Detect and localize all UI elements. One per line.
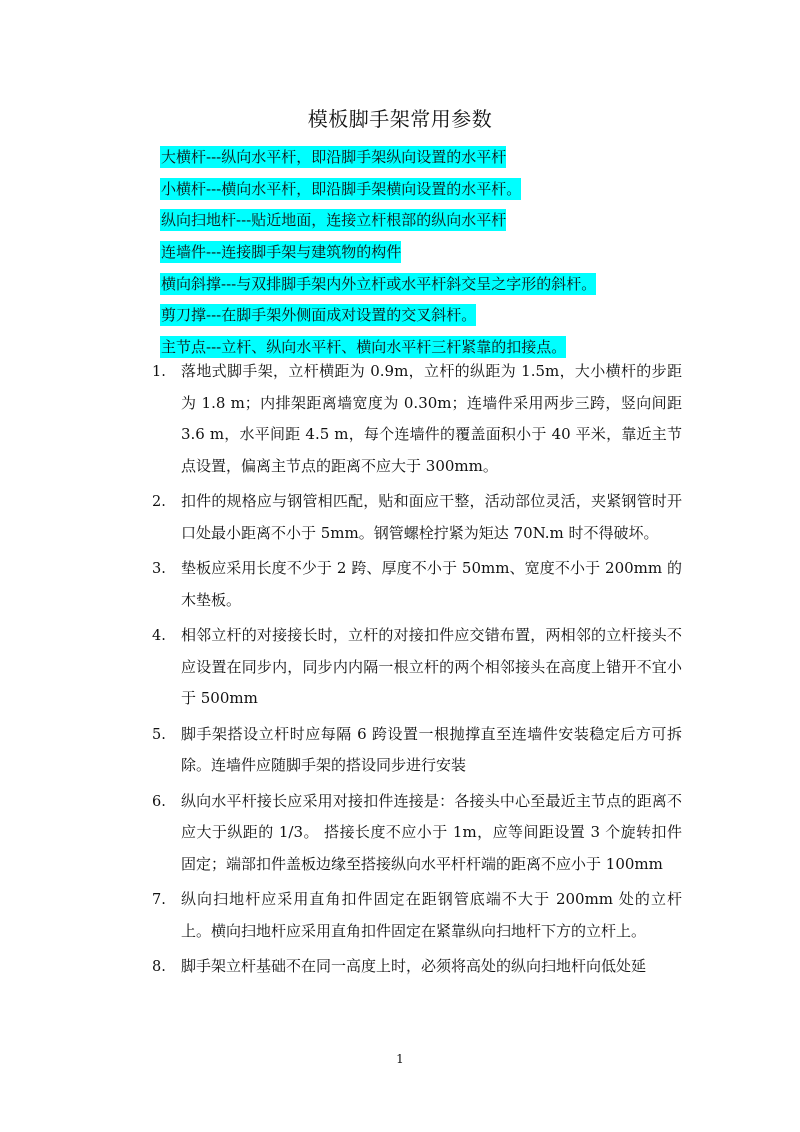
list-number: 5. — [152, 726, 166, 743]
list-text: 落地式脚手架，立杆横距为 0.9m，立杆的纵距为 1.5m，大小横杆的步距为 1.8 m；内排架距离墙宽度为 0.30m；连墙件采用两步三跨，竖向间距 3.6 m，水平间距 4.5 m，每个连墙件的覆盖面积小于 40 平米，靠近主节点设置，偏离主节点的距离不应大于 300mm。 — [181, 362, 682, 475]
list-item — [0, 620, 800, 715]
definition-line — [160, 269, 596, 301]
highlighted-definition: 剪刀撑---在脚手架外侧面成对设置的交叉斜杆。 — [161, 306, 477, 325]
list-number: 3. — [152, 561, 166, 577]
list-text: 纵向水平杆接长应采用对接扣件连接是：各接头中心至最近主节点的距离不应大于纵距的 1/3。 搭接长度不应小于 1m，应等间距设置 3 个旋转扣件固定；端部扣件盖板边缘至搭接纵向水平杆杆端的距离不应小于 100mm — [181, 791, 682, 873]
highlighted-definition: 大横杆---纵向水平杆，即沿脚手架纵向设置的水平杆 — [161, 148, 507, 166]
highlighted-definition: 纵向扫地杆---贴近地面，连接立杆根部的纵向水平杆 — [161, 211, 507, 230]
list-item — [0, 553, 800, 616]
highlighted-definition: 小横杆---横向水平杆，即沿脚手架横向设置的水平杆。 — [161, 179, 522, 198]
highlighted-definition: 主节点---立杆、纵向水平杆、横向水平杆三杆紧靠的扣接点。 — [161, 338, 567, 357]
list-item — [0, 951, 800, 983]
list-item — [0, 356, 800, 482]
definition-line — [160, 174, 596, 206]
document-title: 模板脚手架常用参数 — [307, 107, 493, 131]
list-item — [0, 786, 800, 881]
list-text: 扣件的规格应与钢管相匹配，贴和面应干整，活动部位灵活，夹紧钢管时开口处最小距离不小于 5mm。钢管螺栓拧紧为矩达 70N.m 时不得破坏。 — [181, 492, 682, 542]
list-number: 2. — [152, 494, 166, 510]
list-text: 脚手架立杆基础不在同一高度上时，必须将高处的纵向扫地杆向低处延 — [181, 957, 647, 975]
definitions-list — [160, 142, 596, 364]
page-number: 1 — [396, 1052, 404, 1066]
list-item — [0, 719, 800, 782]
list-text: 脚手架搭设立杆时应每隔 6 跨设置一根抛撑直至连墙件安装稳定后方可拆除。连墙件应随脚手架的搭设同步进行安装 — [181, 724, 682, 774]
definition-line — [160, 142, 596, 174]
list-text: 相邻立杆的对接接长时，立杆的对接扣件应交错布置，两相邻的立杆接头不应设置在同步内，同步内内隔一根立杆的两个相邻接头在高度上错开不宜小于 500mm — [181, 626, 682, 707]
highlighted-definition: 连墙件---连接脚手架与建筑物的构件 — [161, 243, 402, 262]
list-number: 4. — [152, 628, 166, 644]
definition-line — [160, 205, 596, 237]
definition-line — [160, 300, 596, 332]
list-number: 7. — [152, 892, 166, 908]
list-number: 8. — [152, 959, 166, 975]
numbered-list — [0, 356, 800, 987]
list-text: 垫板应采用长度不少于 2 跨、厚度不小于 50mm、宽度不小于 200mm 的木垫板。 — [181, 559, 682, 609]
list-number: 1. — [152, 364, 166, 380]
list-number: 6. — [152, 793, 166, 810]
definition-line — [160, 237, 596, 269]
highlighted-definition: 横向斜撑---与双排脚手架内外立杆或水平杆斜交呈之字形的斜杆。 — [161, 274, 597, 293]
list-text: 纵向扫地杆应采用直角扣件固定在距钢管底端不大于 200mm 处的立杆上。横向扫地杆应采用直角扣件固定在紧靠纵向扫地杆下方的立杆上。 — [181, 890, 682, 940]
list-item — [0, 884, 800, 947]
list-item — [0, 486, 800, 549]
